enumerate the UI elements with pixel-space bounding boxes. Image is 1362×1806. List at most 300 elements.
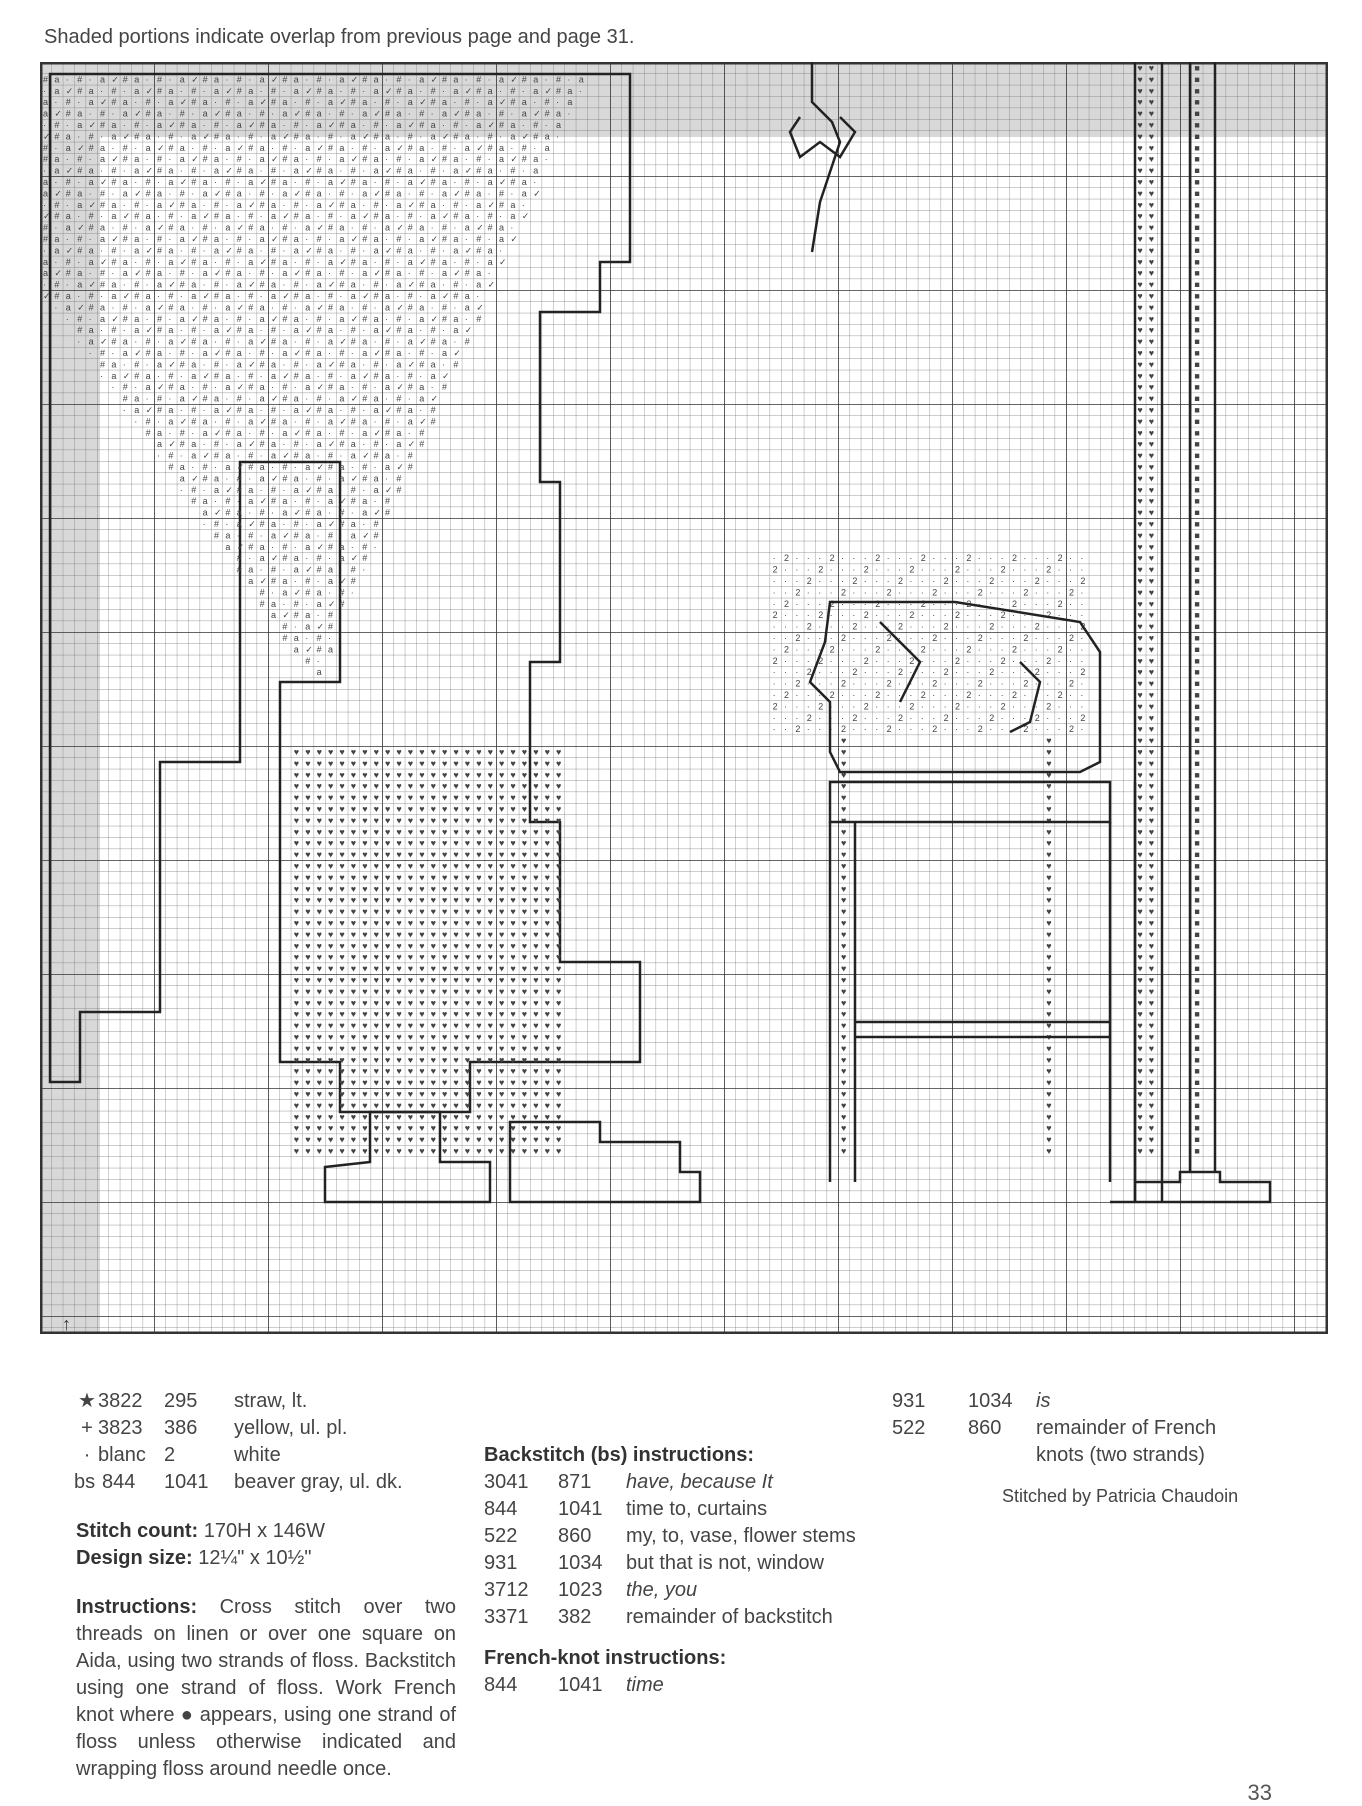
heart-stitch: ♥ — [1148, 484, 1155, 495]
vase-stitch: · — [784, 724, 787, 735]
stitch-symbol: a — [191, 120, 197, 130]
stitch-symbol: · — [339, 370, 343, 381]
stitch-symbol: a — [385, 302, 391, 313]
stitch-symbol: a — [487, 165, 493, 176]
heart-stitch: ♥ — [487, 826, 493, 837]
stitch-symbol: a — [88, 85, 94, 96]
stitch-symbol: ✓ — [88, 199, 97, 210]
heart-stitch: ♥ — [339, 1134, 345, 1145]
stitch-symbol: # — [65, 108, 71, 119]
stitch-symbol: · — [145, 313, 149, 324]
vase-stitch: · — [1000, 587, 1004, 598]
vase-stitch: · — [1080, 633, 1084, 643]
heart-stitch: ♥ — [373, 986, 379, 997]
stitch-symbol: · — [202, 245, 206, 256]
stitch-symbol: a — [373, 473, 379, 484]
vase-stitch: 2 — [966, 598, 972, 609]
stitch-symbol: # — [111, 97, 117, 108]
square-stitch: ■ — [1194, 1146, 1200, 1156]
stitch-symbol: # — [179, 279, 185, 290]
stitch-symbol: · — [385, 279, 388, 290]
stitch-symbol: a — [556, 120, 562, 130]
stitch-symbol: · — [328, 473, 331, 484]
heart-stitch: ♥ — [533, 815, 539, 826]
vase-stitch: · — [977, 655, 981, 666]
heart-stitch: ♥ — [373, 804, 379, 814]
heart-stitch: ♥ — [328, 1146, 334, 1156]
heart-stitch: ♥ — [373, 838, 379, 849]
dmc-number: blanc — [98, 1444, 146, 1466]
heart-stitch: ♥ — [556, 1043, 562, 1054]
stitch-symbol: ✓ — [271, 313, 279, 324]
stitch-symbol: a — [453, 245, 459, 256]
heart-stitch: ♥ — [841, 963, 847, 974]
heart-stitch: ♥ — [464, 1032, 471, 1042]
heart-stitch: ♥ — [464, 1100, 471, 1111]
heart-stitch: ♥ — [385, 1032, 391, 1042]
stitch-symbol: · — [556, 131, 559, 142]
heart-stitch: ♥ — [1137, 963, 1143, 974]
stitch-symbol: # — [396, 85, 402, 96]
vase-stitch: 2 — [989, 667, 995, 678]
heart-stitch: ♥ — [316, 918, 322, 928]
vase-stitch: · — [1069, 564, 1072, 575]
stitch-symbol: ✓ — [236, 462, 245, 472]
vase-stitch: · — [966, 655, 970, 666]
stitch-symbol: a — [316, 439, 322, 450]
heart-stitch: ♥ — [339, 838, 345, 849]
stitch-symbol: a — [248, 405, 254, 415]
heart-stitch: ♥ — [841, 1111, 847, 1122]
stitch-symbol: · — [145, 120, 149, 130]
stitch-symbol: · — [316, 370, 320, 381]
heart-stitch: ♥ — [385, 815, 391, 826]
vase-stitch: · — [989, 553, 993, 564]
stitch-symbol: # — [225, 97, 231, 108]
stitch-symbol: ✓ — [293, 268, 302, 279]
stitch-symbol: # — [350, 177, 356, 187]
heart-stitch: ♥ — [556, 918, 562, 928]
stitch-symbol: a — [191, 359, 197, 370]
stitch-symbol: · — [214, 222, 217, 233]
heart-stitch: ♥ — [1137, 678, 1143, 689]
heart-stitch: ♥ — [339, 986, 345, 997]
stitch-symbol: a — [145, 222, 151, 233]
heart-stitch: ♥ — [499, 769, 505, 780]
stitch-symbol: ✓ — [339, 256, 347, 267]
stitch-symbol: · — [282, 120, 286, 130]
stitch-symbol: # — [214, 199, 220, 210]
heart-stitch: ♥ — [305, 1111, 311, 1122]
stitch-symbol: · — [145, 154, 149, 165]
stitch-symbol: a — [168, 416, 174, 427]
square-stitch: ■ — [1194, 633, 1200, 643]
stitch-symbol: # — [145, 348, 151, 358]
heart-stitch: ♥ — [533, 1077, 539, 1088]
heart-stitch: ♥ — [556, 826, 562, 837]
heart-stitch: ♥ — [373, 861, 379, 871]
heart-stitch: ♥ — [453, 838, 459, 849]
stitch-symbol: # — [168, 302, 174, 313]
heart-stitch: ♥ — [533, 940, 539, 951]
stitch-symbol: · — [293, 462, 297, 472]
backstitch-instructions — [484, 1442, 884, 1699]
heart-stitch: ♥ — [293, 1134, 300, 1145]
heart-stitch: ♥ — [1137, 97, 1143, 108]
stitch-symbol: · — [157, 291, 160, 301]
stitch-symbol: a — [328, 325, 334, 336]
heart-stitch: ♥ — [841, 906, 847, 917]
stitch-symbol: · — [248, 553, 252, 564]
stitch-symbol: # — [214, 519, 220, 529]
square-stitch: ■ — [1194, 815, 1200, 826]
stitch-symbol: # — [419, 427, 425, 438]
square-stitch: ■ — [1194, 952, 1200, 963]
stitch-symbol: # — [77, 234, 83, 244]
vase-stitch: · — [1012, 633, 1015, 643]
stitch-symbol: a — [248, 484, 254, 495]
heart-stitch: ♥ — [1137, 496, 1143, 507]
stitch-symbol: # — [122, 234, 128, 244]
stitch-symbol: · — [385, 120, 388, 130]
stitch-symbol: · — [293, 142, 297, 153]
heart-stitch: ♥ — [339, 1077, 345, 1088]
stitch-symbol: a — [293, 325, 299, 336]
heart-stitch: ♥ — [464, 1123, 471, 1134]
vase-stitch: · — [1080, 564, 1084, 575]
stitch-symbol: # — [157, 245, 163, 256]
vase-stitch: · — [829, 655, 833, 666]
square-stitch: ■ — [1194, 724, 1200, 735]
vase-stitch: · — [920, 621, 924, 632]
stitch-symbol: # — [88, 291, 94, 301]
heart-stitch: ♥ — [293, 815, 300, 826]
stitch-symbol: ✓ — [510, 234, 518, 244]
heart-stitch: ♥ — [1148, 416, 1155, 427]
stitch-symbol: # — [271, 564, 277, 575]
stitch-symbol: a — [487, 97, 493, 108]
vase-stitch: 2 — [1069, 633, 1075, 643]
stitch-symbol: # — [282, 553, 288, 564]
vase-stitch: · — [863, 553, 867, 564]
heart-stitch: ♥ — [1148, 1054, 1155, 1065]
heart-stitch: ♥ — [1046, 1032, 1052, 1042]
stitch-symbol: · — [487, 154, 491, 165]
stitch-symbol: # — [65, 97, 71, 108]
heart-stitch: ♥ — [510, 952, 516, 963]
heart-stitch: ♥ — [442, 872, 448, 883]
stitch-symbol: a — [202, 97, 208, 108]
stitch-symbol: a — [225, 462, 231, 472]
heart-stitch: ♥ — [544, 1066, 550, 1077]
heart-stitch: ♥ — [1148, 690, 1155, 700]
stitch-symbol: # — [122, 393, 128, 404]
stitch-symbol: a — [157, 348, 163, 358]
heart-stitch: ♥ — [1137, 256, 1143, 267]
stitch-symbol: ✓ — [339, 336, 347, 347]
heart-stitch: ♥ — [464, 895, 471, 906]
stitch-symbol: a — [385, 462, 391, 472]
stitch-symbol: a — [521, 177, 527, 187]
stitch-symbol: a — [111, 131, 117, 142]
stitch-symbol: ✓ — [316, 621, 325, 632]
stitch-symbol: · — [350, 302, 354, 313]
stitch-symbol: · — [396, 256, 400, 267]
vase-stitch: 2 — [806, 621, 812, 632]
stitch-symbol: # — [305, 108, 311, 119]
heart-stitch: ♥ — [533, 1111, 539, 1122]
stitch-symbol: # — [396, 473, 402, 484]
heart-stitch: ♥ — [407, 963, 414, 974]
stitch-symbol: · — [316, 177, 320, 187]
heart-stitch: ♥ — [1148, 1020, 1155, 1031]
stitch-symbol: # — [487, 211, 493, 222]
stitch-symbol: · — [430, 348, 434, 358]
heart-stitch: ♥ — [407, 929, 414, 940]
stitch-symbol: ✓ — [521, 131, 530, 142]
heart-stitch: ♥ — [533, 838, 539, 849]
stitch-symbol: # — [316, 165, 322, 176]
stitch-symbol: # — [191, 336, 197, 347]
stitch-symbol: # — [464, 268, 470, 279]
heart-stitch: ♥ — [396, 986, 402, 997]
stitch-symbol: # — [464, 108, 470, 119]
stitch-symbol: ✓ — [134, 188, 142, 199]
heart-stitch: ♥ — [328, 826, 334, 837]
stitch-symbol: # — [293, 598, 299, 609]
vase-stitch: · — [1069, 655, 1072, 666]
heart-stitch: ♥ — [442, 918, 448, 928]
stitch-symbol: ✓ — [111, 74, 119, 85]
heart-stitch: ♥ — [453, 975, 459, 985]
stitch-symbol: · — [179, 484, 183, 495]
heart-stitch: ♥ — [328, 895, 334, 906]
vase-stitch: 2 — [955, 701, 961, 712]
heart-stitch: ♥ — [1137, 1066, 1143, 1077]
heart-stitch: ♥ — [510, 975, 516, 985]
vase-stitch: · — [920, 712, 924, 723]
stitch-symbol: · — [259, 484, 263, 495]
vase-stitch: · — [841, 667, 844, 678]
heart-stitch: ♥ — [350, 792, 357, 803]
heart-stitch: ♥ — [1148, 393, 1155, 404]
stitch-symbol: # — [328, 211, 334, 222]
heart-stitch: ♥ — [419, 975, 425, 985]
heart-stitch: ♥ — [1137, 370, 1143, 381]
stitch-symbol: · — [191, 462, 195, 472]
heart-stitch: ♥ — [385, 781, 391, 792]
anchor-number: 1041 — [558, 1674, 603, 1696]
stitch-symbol: a — [339, 393, 345, 404]
stitch-symbol: # — [248, 131, 254, 142]
stitch-symbol: a — [271, 450, 277, 461]
stitch-symbol: · — [499, 211, 502, 222]
stitch-symbol: · — [396, 336, 400, 347]
stitch-symbol: # — [214, 530, 220, 541]
stitch-symbol: # — [316, 234, 322, 244]
heart-stitch: ♥ — [305, 861, 311, 871]
stitch-symbol: a — [134, 405, 140, 415]
heart-stitch: ♥ — [407, 747, 414, 757]
heart-stitch: ♥ — [476, 906, 482, 917]
stitch-symbol: · — [396, 370, 400, 381]
stitch-symbol: · — [134, 177, 138, 187]
stitch-symbol: · — [225, 199, 229, 210]
stitch-symbol: · — [248, 108, 252, 119]
stitch-symbol: a — [350, 120, 356, 130]
heart-stitch: ♥ — [419, 758, 425, 769]
stitch-symbol: · — [111, 302, 115, 313]
heart-stitch: ♥ — [373, 895, 379, 906]
vase-stitch: · — [806, 553, 810, 564]
stitch-symbol: ✓ — [225, 484, 233, 495]
stitch-symbol: a — [362, 268, 368, 279]
stitch-symbol: · — [316, 610, 320, 621]
stitch-symbol: a — [271, 279, 277, 290]
stitch-symbol: # — [157, 234, 163, 244]
anchor-number: 2 — [164, 1444, 176, 1466]
stitch-symbol: · — [168, 234, 172, 244]
stitch-symbol: a — [487, 256, 493, 267]
vase-stitch: · — [909, 712, 913, 723]
stitch-symbol: · — [145, 393, 149, 404]
vase-stitch: · — [1034, 644, 1038, 655]
heart-stitch: ♥ — [328, 929, 334, 940]
heart-stitch: ♥ — [841, 918, 847, 928]
stitch-symbol: # — [316, 473, 322, 484]
stitch-symbol: · — [282, 325, 286, 336]
dot-symbol: · — [83, 1444, 91, 1466]
heart-stitch: ♥ — [841, 952, 847, 963]
stitch-symbol: # — [293, 519, 299, 529]
stitch-symbol: a — [419, 382, 425, 393]
stitch-symbol: a — [373, 313, 379, 324]
vase-stitch: · — [920, 610, 924, 621]
stitch-symbol: · — [202, 85, 206, 96]
heart-stitch: ♥ — [533, 1134, 539, 1145]
stitch-symbol: ✓ — [65, 85, 74, 96]
heart-stitch: ♥ — [1046, 1077, 1052, 1088]
stitch-symbol: # — [248, 530, 254, 541]
vase-stitch: · — [818, 667, 822, 678]
heart-stitch: ♥ — [487, 815, 493, 826]
stitch-symbol: · — [202, 484, 206, 495]
stitch-symbol: · — [362, 199, 366, 210]
stitch-symbol: ✓ — [373, 108, 382, 119]
stitch-symbol: · — [202, 325, 206, 336]
stitch-symbol: · — [88, 313, 92, 324]
vase-stitch: 2 — [898, 621, 904, 632]
stitch-symbol: a — [248, 325, 254, 336]
heart-stitch: ♥ — [1148, 667, 1155, 678]
dmc-number: 844 — [484, 1498, 518, 1520]
heart-stitch: ♥ — [305, 1043, 311, 1054]
heart-stitch: ♥ — [1148, 348, 1155, 358]
heart-stitch: ♥ — [1148, 564, 1155, 575]
stitch-symbol: · — [385, 234, 388, 244]
vase-stitch: · — [966, 701, 970, 712]
vase-stitch: · — [1000, 598, 1004, 609]
stitch-symbol: # — [157, 74, 163, 85]
heart-stitch: ♥ — [328, 1089, 334, 1099]
vase-stitch: · — [818, 690, 822, 700]
stitch-symbol: · — [453, 177, 457, 187]
vase-stitch: · — [1069, 576, 1072, 586]
stitch-symbol: # — [430, 336, 436, 347]
square-stitch: ■ — [1194, 313, 1200, 324]
stitch-symbol: · — [339, 530, 343, 541]
heart-stitch: ♥ — [362, 1077, 368, 1088]
vase-stitch: · — [989, 655, 993, 666]
stitch-symbol: a — [293, 393, 299, 404]
stitch-symbol: · — [373, 256, 377, 267]
heart-stitch: ♥ — [453, 872, 459, 883]
stitch-symbol: a — [77, 108, 83, 119]
vase-stitch: 2 — [863, 655, 869, 666]
stitch-symbol: ✓ — [191, 154, 199, 165]
stitch-symbol: a — [328, 416, 334, 427]
stitch-symbol: ✓ — [43, 211, 51, 222]
stitch-symbol: # — [339, 108, 345, 119]
heart-stitch: ♥ — [453, 1066, 459, 1077]
heart-stitch: ♥ — [350, 826, 357, 837]
heart-stitch: ♥ — [1148, 1111, 1155, 1122]
square-stitch: ■ — [1194, 131, 1200, 142]
stitch-symbol: # — [350, 336, 356, 347]
stitch-symbol: ✓ — [271, 234, 279, 244]
vase-stitch: · — [875, 667, 879, 678]
stitch-symbol: a — [54, 85, 60, 96]
stitch-symbol: # — [373, 199, 379, 210]
heart-stitch: ♥ — [293, 826, 300, 837]
center-arrow-icon: ↑ — [62, 1314, 71, 1334]
heart-stitch: ♥ — [373, 769, 379, 780]
heart-stitch: ♥ — [373, 906, 379, 917]
stitch-symbol: # — [225, 348, 231, 358]
vase-stitch: 2 — [1080, 576, 1086, 586]
heart-stitch: ♥ — [453, 849, 459, 860]
stitch-symbol: · — [157, 450, 160, 461]
stitch-symbol: · — [430, 382, 434, 393]
vase-stitch: · — [1057, 621, 1061, 632]
stitch-symbol: · — [179, 405, 183, 415]
vase-stitch: · — [795, 564, 799, 575]
stitch-symbol: · — [339, 405, 343, 415]
heart-stitch: ♥ — [499, 1043, 505, 1054]
square-stitch: ■ — [1194, 165, 1200, 176]
heart-stitch: ♥ — [442, 1100, 448, 1111]
stitch-symbol: # — [362, 473, 368, 484]
stitch-symbol: · — [499, 165, 502, 176]
stitch-symbol: # — [453, 211, 459, 222]
heart-stitch: ♥ — [1148, 815, 1155, 826]
stitch-symbol: ✓ — [362, 131, 370, 142]
vase-stitch: · — [784, 667, 787, 678]
stitch-symbol: # — [111, 245, 117, 256]
square-stitch: ■ — [1194, 576, 1200, 586]
heart-stitch: ♥ — [316, 872, 322, 883]
stitch-symbol: # — [419, 348, 425, 358]
stitch-symbol: # — [464, 97, 470, 108]
heart-stitch: ♥ — [499, 1111, 505, 1122]
heart-stitch: ♥ — [499, 838, 505, 849]
stitch-symbol: · — [293, 541, 297, 552]
heart-stitch: ♥ — [556, 861, 562, 871]
vase-stitch: · — [818, 644, 822, 655]
stitch-symbol: a — [328, 484, 334, 495]
heart-stitch: ♥ — [1148, 781, 1155, 792]
heart-stitch: ♥ — [362, 1089, 368, 1099]
